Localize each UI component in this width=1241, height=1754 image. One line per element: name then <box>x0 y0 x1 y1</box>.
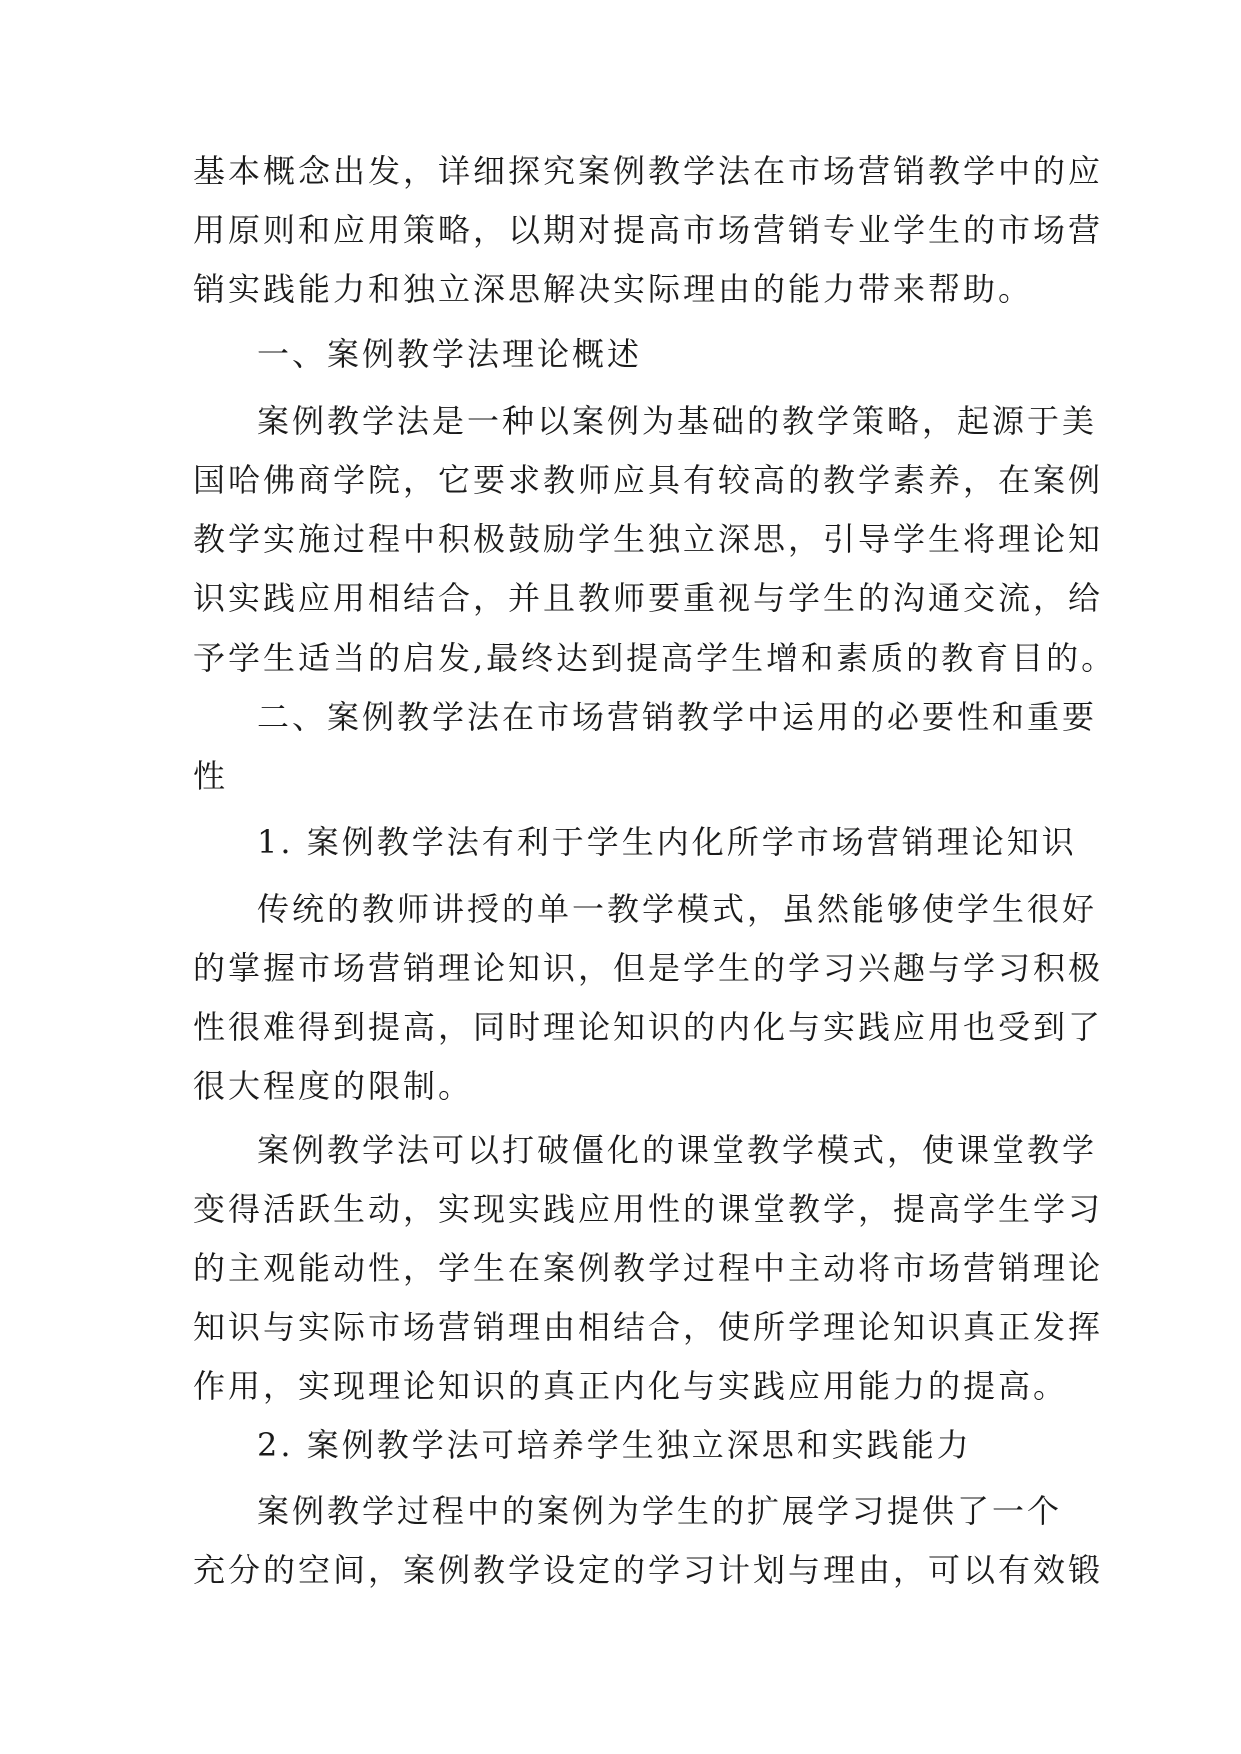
text-line: 识实践应用相结合，并且教师要重视与学生的沟通交流，给 <box>193 579 1104 617</box>
text-line: 的主观能动性，学生在案例教学过程中主动将市场营销理论 <box>193 1249 1104 1287</box>
text-line: 国哈佛商学院，它要求教师应具有较高的教学素养，在案例 <box>193 461 1104 499</box>
text-line: 知识与实际市场营销理由相结合，使所学理论知识真正发挥 <box>193 1308 1104 1346</box>
text-line: 很大程度的限制。 <box>193 1067 474 1105</box>
text-line: 案例教学过程中的案例为学生的扩展学习提供了一个 <box>257 1492 1063 1530</box>
text-line: 销实践能力和独立深思解决实际理由的能力带来帮助。 <box>193 270 1034 308</box>
text-line: 的掌握市场营销理论知识，但是学生的学习兴趣与学习积极 <box>193 949 1104 987</box>
text-line: 案例教学法可以打破僵化的课堂教学模式，使课堂教学 <box>257 1131 1098 1169</box>
text-line: 传统的教师讲授的单一教学模式，虽然能够使学生很好 <box>257 890 1098 928</box>
text-line: 案例教学法是一种以案例为基础的教学策略，起源于美 <box>257 402 1098 440</box>
text-line: 变得活跃生动，实现实践应用性的课堂教学，提高学生学习 <box>193 1190 1104 1228</box>
text-line: 性很难得到提高，同时理论知识的内化与实践应用也受到了 <box>193 1008 1104 1046</box>
text-line: 基本概念出发，详细探究案例教学法在市场营销教学中的应 <box>193 152 1104 190</box>
text-line: 作用，实现理论知识的真正内化与实践应用能力的提高。 <box>193 1367 1069 1405</box>
text-line: 教学实施过程中积极鼓励学生独立深思，引导学生将理论知 <box>193 520 1104 558</box>
text-line: 予学生适当的启发,最终达到提高学生增和素质的教育目的。 <box>193 639 1117 677</box>
section-heading: 性 <box>193 757 229 795</box>
subsection-heading: 2. 案例教学法可培养学生独立深思和实践能力 <box>257 1426 972 1464</box>
section-heading: 一、案例教学法理论概述 <box>257 335 643 373</box>
text-line: 用原则和应用策略，以期对提高市场营销专业学生的市场营 <box>193 211 1104 249</box>
subsection-heading: 1. 案例教学法有利于学生内化所学市场营销理论知识 <box>257 823 1077 861</box>
text-line: 充分的空间，案例教学设定的学习计划与理由，可以有效锻 <box>193 1551 1104 1589</box>
section-heading: 二、案例教学法在市场营销教学中运用的必要性和重要 <box>257 698 1098 736</box>
